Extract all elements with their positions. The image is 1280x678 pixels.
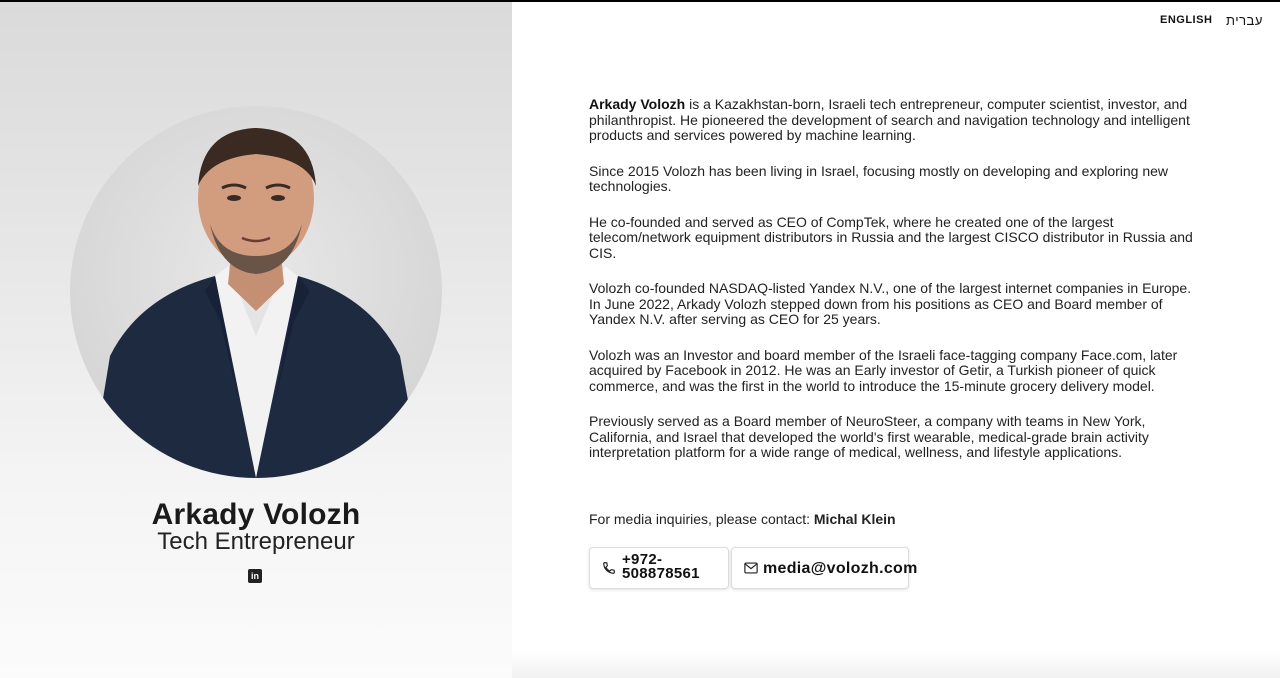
media-contact	[589, 511, 896, 527]
bio-paragraph: Previously served as a Board member of NeuroSteer, a company with teams in New York, California, and Israel that developed the world's first wearable, medical-grade brain activity interpretation platform for a wide range of medical, wellness, and lifestyle applications.	[589, 413, 1149, 460]
email-button[interactable]	[731, 547, 918, 589]
bottom-fade	[512, 650, 1280, 678]
bio-paragraph	[589, 97, 1203, 144]
bio-section	[589, 97, 1203, 481]
profile-portrait	[70, 106, 442, 478]
media-prompt: For media inquiries, please contact:	[589, 511, 814, 527]
bio-paragraph: Volozh was an Investor and board member of the Israeli face-tagging company Face.com, later acquired by Facebook in 2012. He was an Early investor of Getir, a Turkish pioneer of quick commerce, and was the first in the world to introduce the 15-minute grocery delivery model.	[589, 346, 1178, 394]
phone-line-2: 508878561	[622, 565, 700, 582]
portrait-illustration	[70, 106, 442, 478]
phone-number	[622, 553, 700, 581]
linkedin-icon[interactable]: in	[248, 569, 262, 583]
profile-name: Arkady Volozh	[151, 498, 361, 531]
lang-english-link[interactable]: ENGLISH	[1160, 14, 1213, 26]
bio-text: is a Kazakhstan-born, Israeli tech entrepreneur, computer scientist, investor, and philanthropist. He pioneered the development of search and navigation technology and intelligent products and services powered by machine learning.	[589, 96, 1190, 143]
bio-name: Arkady Volozh	[589, 96, 686, 112]
phone-icon	[602, 561, 616, 575]
phone-button[interactable]	[589, 547, 729, 589]
lang-hebrew-link[interactable]: עברית	[1226, 13, 1263, 28]
bio-paragraph: Since 2015 Volozh has been living in Israel, focusing mostly on developing and exploring new technologies.	[589, 162, 1169, 194]
bio-paragraph: Volozh co-founded NASDAQ-listed Yandex N.V., one of the largest internet companies in Europe. In June 2022, Arkady Volozh stepped down from his positions as CEO and Board member of Yandex N.V. after serving as CEO for 25 years.	[589, 280, 1192, 327]
email-address: media@volozh.com	[763, 560, 918, 577]
bio-paragraph: He co-founded and served as CEO of CompTek, where he created one of the largest telecom/network equipment distributors in Russia and the largest CISCO distributor in Russia and CIS.	[589, 213, 1193, 261]
mail-icon	[744, 562, 758, 574]
media-contact-name: Michal Klein	[813, 511, 896, 527]
phone-line-1: +972-	[622, 551, 663, 568]
profile-title: Tech Entrepreneur	[157, 528, 355, 555]
